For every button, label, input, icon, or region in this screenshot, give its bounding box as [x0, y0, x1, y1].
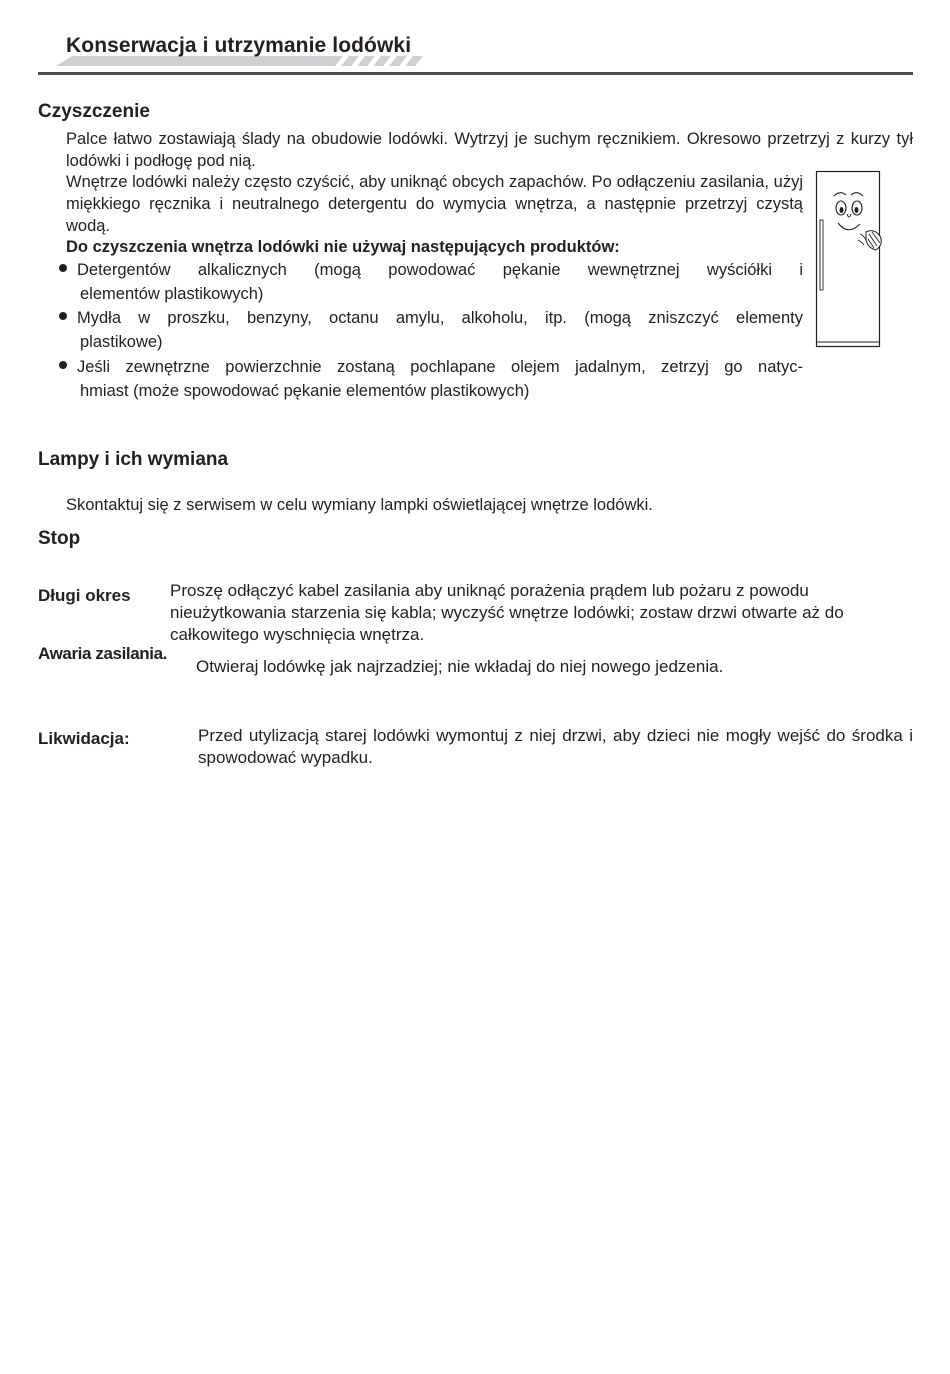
list-item	[77, 355, 803, 403]
cleaning-warning: Do czyszczenia wnętrza lodówki nie używaj następujących produktów:	[66, 238, 620, 256]
lamps-text: Skontaktuj się z serwisem w celu wymiany lampki oświetlającej wnętrze lodówki.	[66, 496, 653, 514]
bullet-line-1: Jeśli zewnętrzne powierzchnie zostaną pochlapane olejem jadalnym, zetrzyj go natyc-	[77, 358, 803, 376]
bullet-line-2: hmiast (może spowodować pękanie elementów plastikowych)	[80, 382, 530, 400]
long-term-label: Długi okres	[38, 586, 131, 605]
page-header	[38, 28, 913, 78]
disposal-text: Przed utylizacją starej lodówki wymontuj z niej drzwi, aby dzieci nie mogły wejść do środka i spowodować wypadku.	[198, 726, 913, 767]
page-title: Konserwacja i utrzymanie lodówki	[66, 34, 412, 57]
list-item	[77, 258, 803, 306]
power-failure-text: Otwieraj lodówkę jak najrzadziej; nie wkładaj do niej nowego jedzenia.	[196, 657, 724, 676]
bullet-line-1: Mydła w proszku, benzyny, octanu amylu, alkoholu, itp. (mogą zniszczyć elementy	[77, 309, 803, 327]
bullet-dot	[59, 264, 67, 272]
stop-heading: Stop	[38, 528, 81, 549]
bullet-dot	[59, 361, 67, 369]
cleaning-paragraph-2: Wnętrze lodówki należy często czyścić, aby uniknąć obcych zapachów. Po odłączeniu zasilania, użyj miękkiego ręcznika i neutralnego detergentu do wymycia wnętrza, a następnie przetrzyj czystą wodą.	[66, 173, 803, 235]
lamps-heading: Lampy i ich wymiana	[38, 449, 229, 470]
disposal-label: Likwidacja:	[38, 729, 130, 748]
smiling-fridge-icon	[814, 170, 882, 348]
cleaning-paragraph-1: Palce łatwo zostawiają ślady na obudowie lodówki. Wytrzyj je suchym ręcznikiem. Okresowo przetrzyj z kurzy tył lodówki i podłogę pod nią.	[66, 130, 913, 170]
long-term-text: Proszę odłączyć kabel zasilania aby uniknąć porażenia prądem lub pożaru z powodu nieużytkowania starzenia się kabla; wyczyść wnętrze lodówki; zostaw drzwi otwarte aż do całkowitego wyschnięcia wnętrza.	[170, 581, 844, 644]
bullet-line-2: plastikowe)	[80, 333, 163, 351]
list-item	[77, 306, 803, 354]
cleaning-heading: Czyszczenie	[38, 101, 150, 122]
bullet-line-2: elementów plastikowych)	[80, 285, 264, 303]
bullet-dot	[59, 312, 67, 320]
bullet-line-1: Detergentów alkalicznych (mogą powodować pękanie wewnętrznej wyściółki i	[77, 261, 803, 279]
header-rule	[38, 72, 913, 75]
power-failure-label: Awaria zasilania.	[38, 644, 167, 663]
